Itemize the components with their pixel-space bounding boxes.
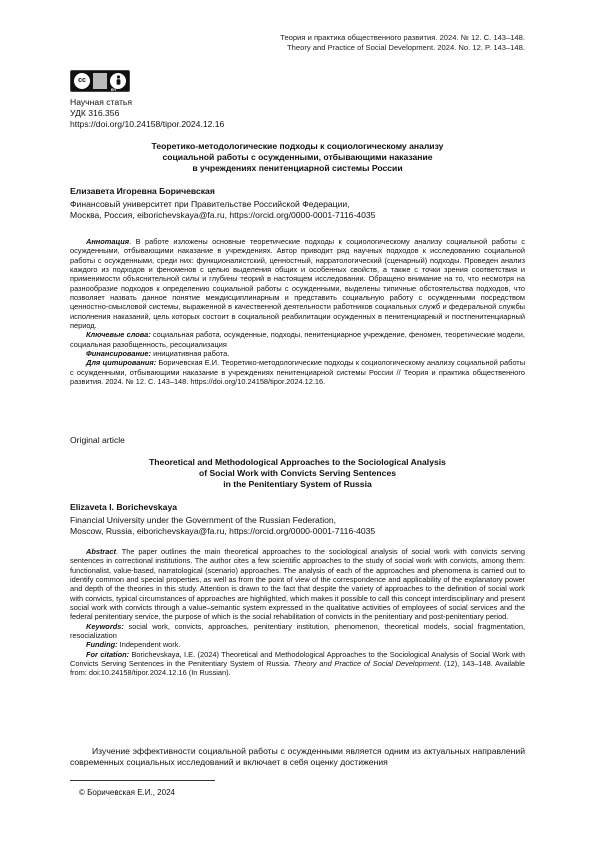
keywords-text: социальная работа, осужденные, подходы, пенитенциарное учреждение, феномен, теоретические модели, социальная разобщенность, ресоциализация bbox=[70, 330, 525, 349]
article-meta-ru bbox=[70, 97, 224, 131]
citation-text: Боричевская Е.И. Теоретико-методологические подходы к социологическому анализу социальной работы с осужденными, отбывающими наказание в учреждениях пенитенциарной системы России // Теория и практика общественного развития. 2024. № 12. С. 143–148. https://doi.org/10.24158/tipor.2024.12.16. bbox=[70, 358, 526, 387]
title-ru bbox=[80, 141, 515, 175]
keywords-en bbox=[70, 622, 525, 641]
abstract-label: Аннотация bbox=[86, 237, 130, 246]
citation-label: Для цитирования: bbox=[86, 358, 157, 368]
abstract-block-ru bbox=[70, 237, 525, 387]
footnote-rule bbox=[70, 780, 215, 781]
body-text bbox=[70, 746, 525, 768]
citation-journal: Theory and Practice of Social Development bbox=[293, 659, 440, 669]
title-ru-line: в учреждениях пенитенциарной системы России bbox=[192, 163, 403, 174]
affiliation-ru bbox=[70, 199, 375, 221]
abstract-label: Abstract bbox=[86, 547, 116, 556]
doi-link[interactable]: https://doi.org/10.24158/tipor.2024.12.16 bbox=[70, 119, 225, 130]
title-en bbox=[80, 457, 515, 491]
badge-divider bbox=[93, 73, 107, 89]
author-en: Elizaveta I. Borichevskaya bbox=[70, 502, 178, 512]
udc: УДК 316.356 bbox=[70, 108, 120, 119]
funding-ru bbox=[70, 349, 525, 358]
affiliation-en bbox=[70, 515, 375, 537]
citation-text: . (12), 143–148. Available from: doi:10.24158/tipor.2024.12.16 (In Russian). bbox=[70, 659, 525, 678]
abstract-text: . В работе изложены основные теоретические подходы к социологическому анализу социальной работы с осужденными, отбывающими наказание в учреждениях. Автор приводит ряд научных подходов к исследованию социальной работы с осужденными, среди них: функционалистский, ценностный, нарратологический (сценарный) подходы. Проведен анализ каждого из подходов и феноменов с целью выделения общих и особенных свойств, а также с точки зрения соответствия и применимости объяснительной силы и глубины теорий в настоящем исследовании. Обращено внимание на то, что несмотря на разнообразие подходов к определению социальной работы с осужденными, выделены типичные обстоятельства подходов, что позволяет назвать данное понятие междисциплинарным и представить социальную работу с осужденными посредством ценностно-смысловой системы, выраженной в качественной деятельности работников социальных служб и федеральной службы исполнения наказаний, цель которых состоит в социальной реабилитации осужденных в пенитенциарный и постпенитенциарный период. bbox=[70, 237, 525, 331]
affiliation-line: Financial University under the Government of the Russian Federation, bbox=[70, 515, 337, 525]
running-header bbox=[280, 33, 525, 53]
header-ru: Теория и практика общественного развития. 2024. № 12. С. 143–148. bbox=[280, 33, 525, 42]
abstract-text: . The paper outlines the main theoretical approaches to the sociological analysis of social work with convicts serving sentences in correctional institutions. The author cites a few scientific approaches to the study of social work with convicts, among them: functionalist, value-based, narratological (scenario) approaches. The analysis of each of the approaches and phenomena is carried out to identify common and special properties, as well as from the point of view of the correspondence and applicability of the explanatory power and depth of the theories in this study. Attention is drawn to the fact that despite the variety of approaches to the definition of social work with convicts, typical circumstances of approaches are highlighted, which makes it possible to call this concept interdisciplinary and present social work with convicts through a value–semantic system expressed in the qualitative activities of employees of social services and the federal penitentiary service, the purpose of which is the social rehabilitation of convicts in the penitentiary and post-penitentiary period. bbox=[70, 547, 525, 622]
header-en: Theory and Practice of Social Development. 2024. No. 12. P. 143–148. bbox=[287, 43, 525, 52]
keywords-label: Ключевые слова: bbox=[86, 330, 151, 340]
author-ru: Елизавета Игоревна Боричевская bbox=[70, 186, 215, 196]
copyright-footnote: © Боричевская Е.И., 2024 bbox=[79, 788, 175, 797]
person-glyph bbox=[111, 73, 126, 88]
cc-by-license-badge[interactable] bbox=[70, 70, 130, 92]
affiliation-line: Москва, Россия, eiborichevskaya@fa.ru, https://orcid.org/0000-0001-7116-4035 bbox=[70, 210, 376, 221]
affiliation-line: Moscow, Russia, eiborichevskaya@fa.ru, https://orcid.org/0000-0001-7116-4035 bbox=[70, 526, 376, 537]
article-type: Научная статья bbox=[70, 97, 133, 107]
title-en-line: of Social Work with Convicts Serving Sentences bbox=[198, 468, 397, 479]
title-en-line: in the Penitentiary System of Russia bbox=[223, 479, 372, 490]
citation-en bbox=[70, 650, 525, 678]
title-ru-line: социальной работы с осужденными, отбывающими наказание bbox=[162, 152, 433, 163]
funding-text: Independent work. bbox=[117, 640, 181, 650]
keywords-text: social work, convicts, approaches, penitentiary institution, phenomenon, theoretical models, social fragmentation, resocialization bbox=[70, 621, 525, 641]
funding-text: инициативная работа. bbox=[151, 349, 230, 359]
citation-label: For citation: bbox=[86, 649, 130, 659]
keywords-ru bbox=[70, 330, 525, 349]
title-ru-line: Теоретико-методологические подходы к социологическому анализу bbox=[151, 141, 444, 151]
abstract-en bbox=[70, 547, 525, 622]
original-article-label: Original article bbox=[70, 435, 125, 445]
cc-icon: cc bbox=[73, 72, 91, 90]
funding-label: Funding: bbox=[86, 640, 118, 650]
abstract-ru bbox=[70, 237, 525, 330]
by-label: BY bbox=[111, 87, 117, 92]
funding-en bbox=[70, 640, 525, 649]
citation-ru bbox=[70, 358, 525, 386]
title-en-line: Theoretical and Methodological Approaches to the Sociological Analysis bbox=[149, 457, 446, 467]
affiliation-line: Финансовый университет при Правительстве Российской Федерации, bbox=[70, 199, 350, 209]
body-paragraph: Изучение эффективности социальной работы с осужденными является одним из актуальных направлений современных социальных исследований и включает в себя оценку достижения bbox=[70, 746, 525, 768]
keywords-label: Keywords: bbox=[86, 621, 124, 631]
citation-text: Borichevskaya, I.E. (2024) Theoretical and Methodological Approaches to the Sociological Analysis of Social Work with Convicts Serving Sentences in the Penitentiary System of Russia. bbox=[70, 649, 525, 669]
abstract-block-en bbox=[70, 547, 525, 678]
funding-label: Финансирование: bbox=[86, 349, 152, 359]
